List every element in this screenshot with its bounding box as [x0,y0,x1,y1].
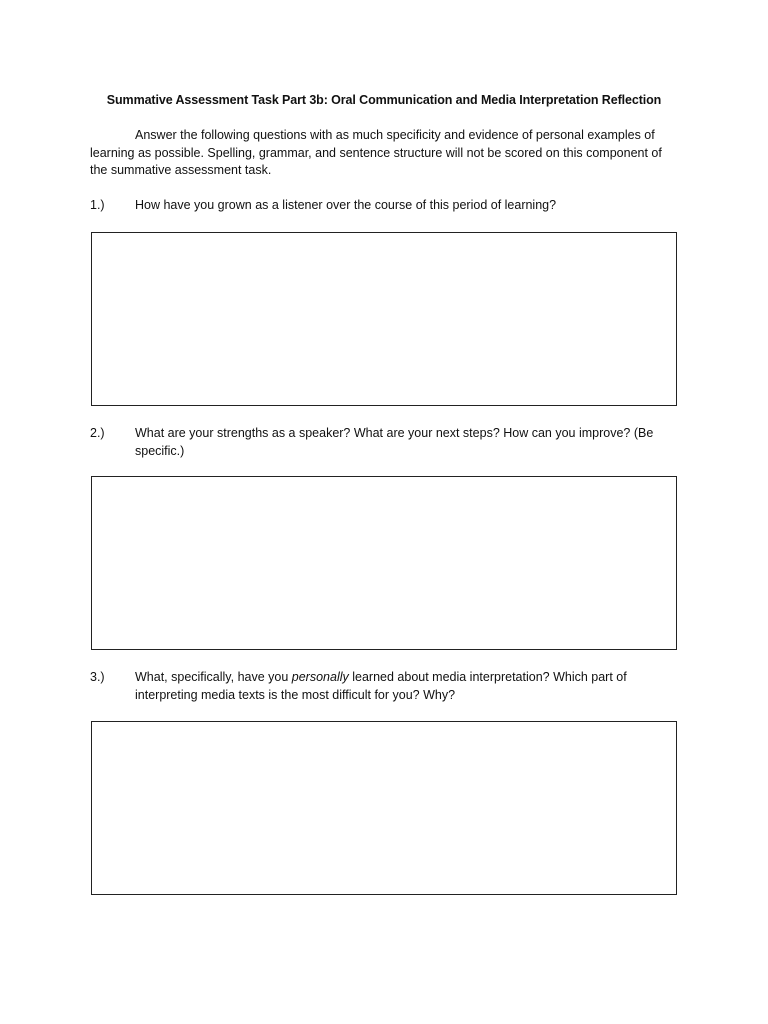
emphasis-text: personally [291,670,349,684]
instructions-text: Answer the following questions with as much specificity and evidence of personal examples of learning as possible. Spelling, grammar, and sentence structure will not be scored on this component of the summative assessment task. [90,128,662,177]
question-number: 2.) [90,426,105,440]
question-text: What are your strengths as a speaker? What are your next steps? How can you improve? (Be specific.) [135,426,654,458]
question-text-start: What, specifically, have you [135,670,292,684]
question-text-end: learned about media interpretation? Which part of interpreting media texts is the most difficult for you? Why? [135,670,627,702]
answer-box-1[interactable] [91,232,677,406]
page-title: Summative Assessment Task Part 3b: Oral Communication and Media Interpretation Reflection [106,93,662,107]
question-text: How have you grown as a listener over the course of this period of learning? [135,198,557,212]
question-number: 1.) [90,198,105,212]
question-text [135,669,682,704]
answer-box-3[interactable] [91,721,677,895]
instructions-paragraph [90,127,682,180]
question-number: 3.) [90,670,105,684]
answer-box-2[interactable] [91,476,677,650]
